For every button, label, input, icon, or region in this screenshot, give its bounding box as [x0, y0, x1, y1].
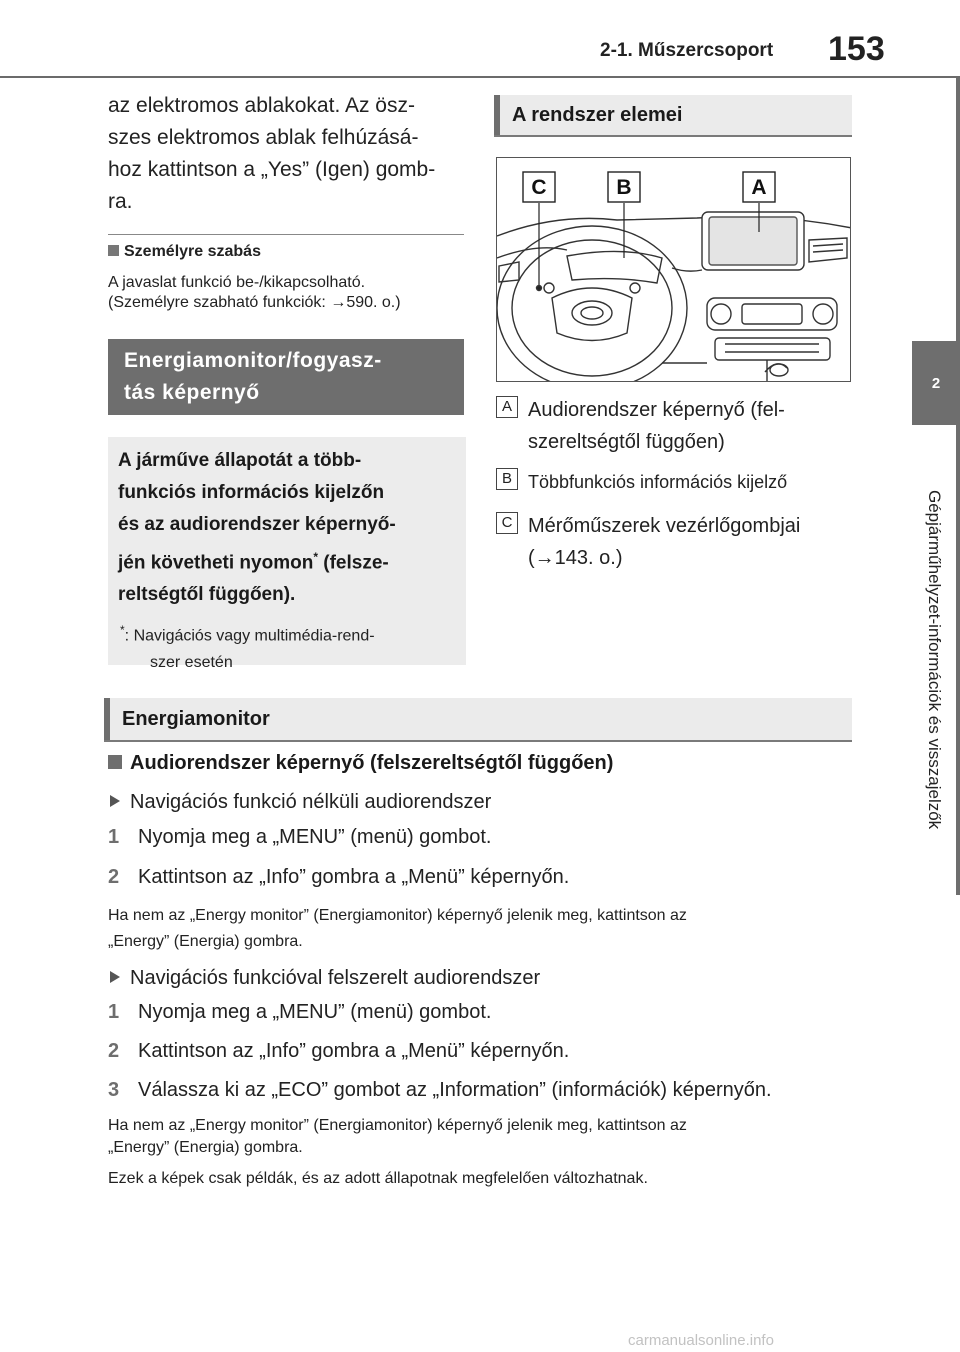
footnote-mark: * — [120, 623, 125, 638]
personalize-line: A javaslat funkció be-/kikapcsolható. — [108, 274, 366, 291]
step-item — [108, 1040, 569, 1063]
step-number: 1 — [108, 826, 120, 848]
step-text: Válassza ki az „ECO” gombot az „Information” (információk) képernyőn. — [138, 1079, 772, 1101]
square-bullet-icon — [108, 755, 122, 769]
legend-text — [496, 510, 852, 574]
header-divider — [0, 76, 960, 78]
page-number: 153 — [828, 30, 885, 68]
footnote — [118, 617, 456, 675]
step-number: 3 — [108, 1079, 120, 1101]
step-item — [108, 866, 569, 889]
heading-accent-bar — [104, 698, 110, 740]
footnote-line: szer esetén — [150, 653, 233, 671]
legend-line: (→143. o.) — [528, 547, 623, 569]
legend-line: Audiorendszer képernyő (fel- — [528, 399, 785, 421]
legend-item-b — [496, 466, 852, 498]
summary-line: A járműve állapotát a több- — [118, 450, 362, 471]
dashboard-figure — [496, 157, 851, 382]
legend-item-a — [496, 394, 852, 458]
example-note: Ezek a képek csak példák, és az adott állapotnak megfelelően változhatnak. — [108, 1170, 648, 1187]
no-nav-heading — [108, 791, 491, 814]
intro-line: hoz kattintson a „Yes” (Igen) gomb- — [108, 158, 436, 181]
system-elements-heading — [494, 95, 852, 137]
watermark: carmanualsonline.info — [628, 1332, 774, 1349]
divider — [108, 234, 464, 235]
audio-screen-heading — [108, 752, 613, 775]
energy-monitor-heading — [104, 698, 852, 742]
legend-letter-a: A — [496, 396, 518, 418]
step-text: Kattintson az „Info” gombra a „Menü” képernyőn. — [138, 1040, 570, 1062]
nav-heading — [108, 967, 540, 990]
intro-line: ra. — [108, 190, 133, 213]
step-item — [108, 1001, 491, 1024]
audio-screen-heading-text: Audiorendszer képernyő (felszereltségtől függően) — [130, 752, 614, 774]
side-rail — [956, 425, 960, 895]
energy-section-title-line: tás képernyő — [124, 381, 260, 404]
step-number: 2 — [108, 1040, 120, 1062]
legend-letter-b: B — [496, 468, 518, 490]
legend-text — [496, 394, 852, 458]
intro-line: szes elektromos ablak felhúzásá- — [108, 126, 419, 149]
square-bullet-icon — [108, 245, 119, 256]
triangle-bullet-icon — [110, 795, 120, 807]
personalize-line: (Személyre szabható funkciók: →590. o.) — [108, 294, 401, 311]
chapter-side-title — [912, 425, 956, 895]
legend-letter-c: C — [496, 512, 518, 534]
intro-paragraph — [108, 90, 468, 218]
callout-label-a: A — [751, 176, 767, 199]
summary-box — [108, 437, 466, 671]
chapter-tab — [912, 341, 960, 425]
summary-line — [118, 541, 456, 579]
legend-line: szereltségtől függően) — [528, 431, 725, 453]
note-text — [108, 903, 848, 955]
no-nav-heading-text: Navigációs funkció nélküli audiorendszer — [130, 791, 492, 813]
personalize-heading — [108, 243, 261, 261]
triangle-bullet-icon — [110, 971, 120, 983]
note-line: Ha nem az „Energy monitor” (Energiamonitor) képernyő jelenik meg, kattintson az — [108, 907, 687, 924]
note-line: „Energy” (Energia) gombra. — [108, 933, 303, 950]
step-item — [108, 826, 491, 849]
side-rail-top — [956, 78, 960, 341]
personalize-text — [108, 273, 468, 313]
summary-line4-pre: jén követheti nyomon — [118, 552, 314, 574]
energy-monitor-title: Energiamonitor — [122, 707, 270, 730]
legend-line: Mérőműszerek vezérlőgombjai — [528, 515, 801, 537]
callout-label-b: B — [616, 176, 632, 199]
heading-accent-bar — [494, 95, 500, 135]
summary-line: reltségtől függően). — [118, 584, 296, 606]
step-text: Nyomja meg a „MENU” (menü) gombot. — [138, 826, 492, 848]
legend-item-c — [496, 510, 852, 574]
system-elements-title: A rendszer elemei — [512, 103, 683, 126]
nav-heading-text: Navigációs funkcióval felszerelt audiorendszer — [130, 967, 541, 989]
intro-line: az elektromos ablakokat. Az ösz- — [108, 94, 415, 117]
legend-text: Többfunkciós információs kijelző — [528, 472, 788, 492]
step-text: Nyomja meg a „MENU” (menü) gombot. — [138, 1001, 492, 1023]
energy-section-title-line: Energiamonitor/fogyasz- — [124, 349, 382, 372]
chapter-title: 2-1. Műszercsoport — [600, 40, 774, 61]
footnote-star: * — [313, 550, 318, 564]
note-text — [108, 1115, 848, 1159]
summary-text — [118, 445, 456, 611]
footnote-line: : Navigációs vagy multimédia-rend- — [124, 627, 375, 645]
energy-section-title — [108, 339, 464, 415]
dashboard-illustration — [497, 158, 851, 382]
summary-line: és az audiorendszer képernyő- — [118, 514, 396, 535]
summary-line4-post: (felsze- — [317, 552, 389, 574]
chapter-side-title-text: Gépjárműhelyzet-információk és visszajelzők — [925, 490, 944, 830]
summary-line: funkciós információs kijelzőn — [118, 482, 385, 503]
callout-label-c: C — [531, 176, 547, 199]
step-text: Kattintson az „Info” gombra a „Menü” képernyőn. — [138, 866, 570, 888]
step-number: 1 — [108, 1001, 120, 1023]
step-number: 2 — [108, 866, 120, 888]
note-line: Ha nem az „Energy monitor” (Energiamonitor) képernyő jelenik meg, kattintson az — [108, 1117, 687, 1134]
step-item — [108, 1079, 772, 1102]
note-line: „Energy” (Energia) gombra. — [108, 1139, 303, 1156]
personalize-heading-text: Személyre szabás — [124, 243, 261, 260]
chapter-tab-number: 2 — [931, 374, 941, 392]
